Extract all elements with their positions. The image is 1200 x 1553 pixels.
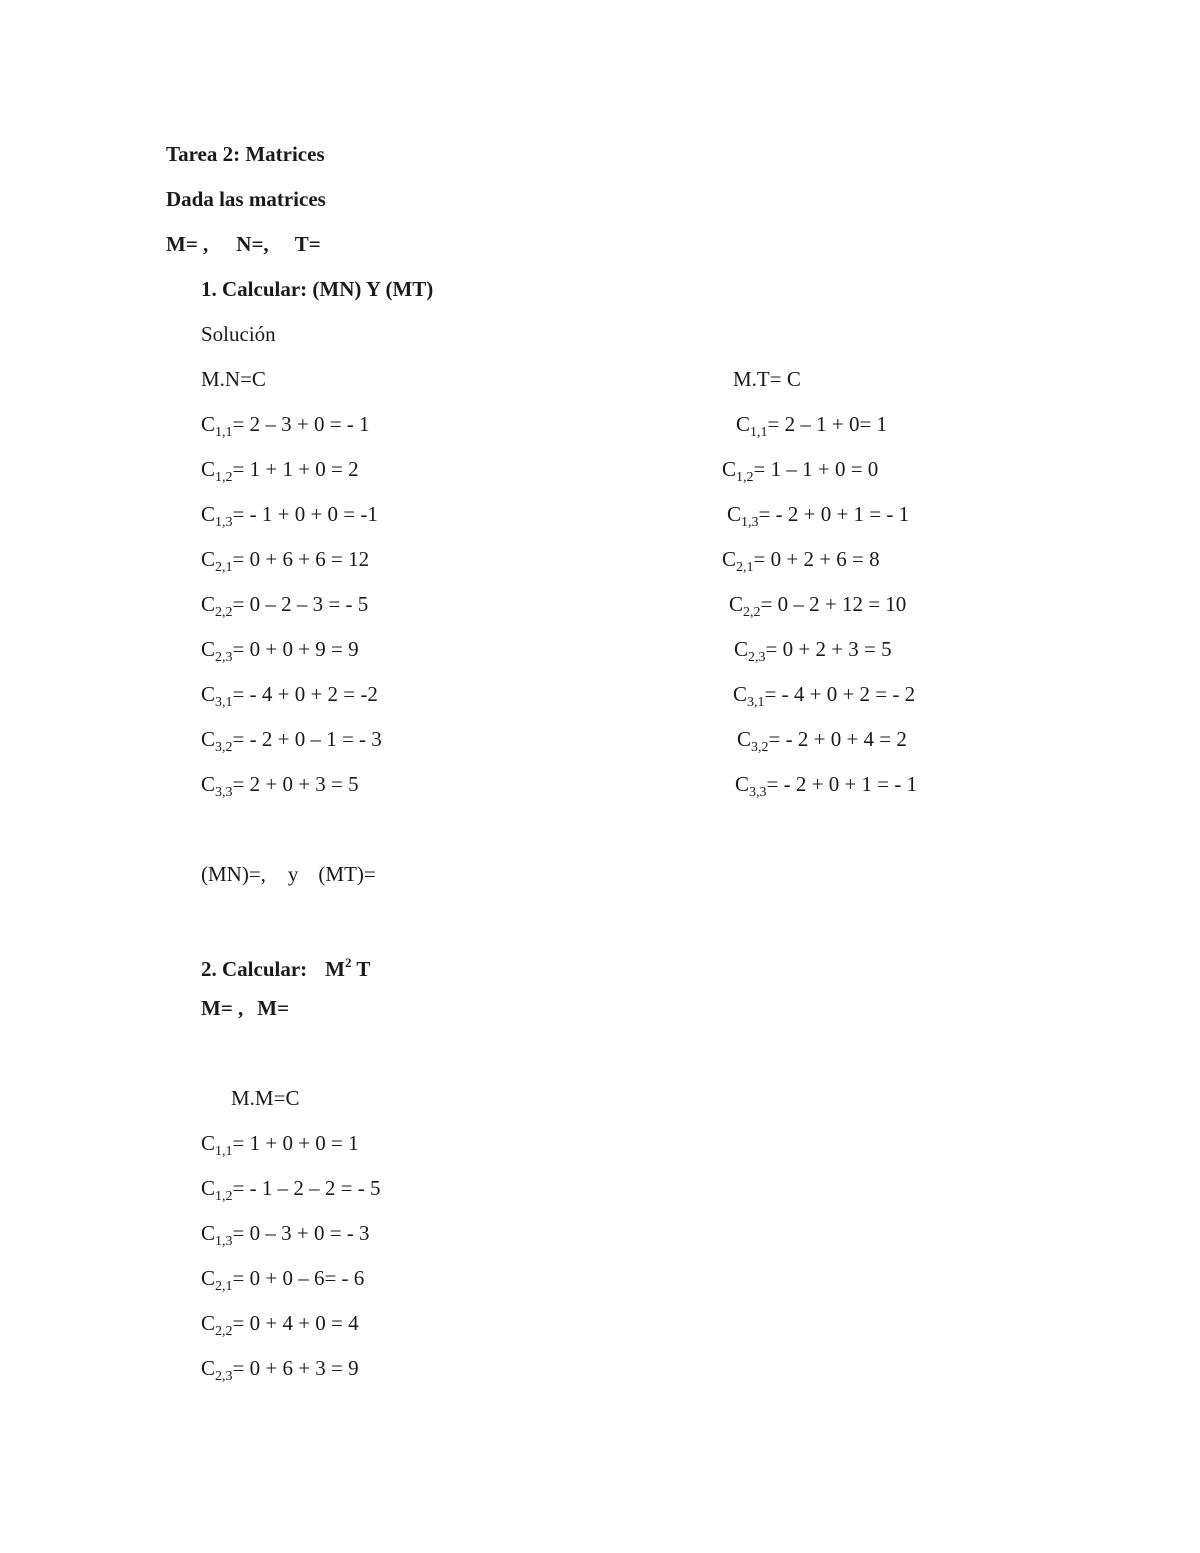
- mt-row: [736, 410, 887, 447]
- mn-cell-index: 3,1: [215, 695, 233, 710]
- mn-header: M.N=C: [201, 367, 266, 391]
- mt-row: [737, 725, 907, 762]
- mt-cell-letter: C: [722, 457, 737, 481]
- mn-cell-letter: C: [201, 682, 216, 706]
- mt-cell-index: 1,2: [736, 470, 754, 485]
- mn-cell-letter: C: [201, 772, 216, 796]
- mn-cell-expression: = - 4 + 0 + 2 = -2: [232, 682, 378, 706]
- mn-row: [201, 410, 370, 447]
- results-line: [201, 860, 376, 888]
- mm-cell-expression: = 0 + 0 – 6= - 6: [232, 1266, 365, 1290]
- mt-cell-letter: C: [737, 727, 752, 751]
- mm-row: [201, 1219, 370, 1256]
- mt-cell-index: 2,2: [743, 605, 761, 620]
- mt-cell-index: 3,2: [751, 740, 769, 755]
- mt-cell-expression: = - 2 + 0 + 4 = 2: [768, 727, 907, 751]
- mt-row: [734, 635, 892, 672]
- section2-heading-exponent: 2: [344, 955, 352, 970]
- mn-row: [201, 545, 369, 582]
- mn-cell-index: 2,1: [215, 560, 233, 575]
- mt-cell-index: 2,3: [748, 650, 766, 665]
- section2-matrix-m1: M= ,: [201, 996, 244, 1020]
- mt-row: [733, 680, 915, 717]
- mn-cell-index: 1,2: [215, 470, 233, 485]
- mt-cell-expression: = 1 – 1 + 0 = 0: [753, 457, 879, 481]
- section2-heading-label: 2. Calcular:: [201, 957, 308, 981]
- mn-cell-expression: = 0 – 2 – 3 = - 5: [232, 592, 369, 616]
- mm-cell-expression: = - 1 – 2 – 2 = - 5: [232, 1176, 381, 1200]
- mm-cell-letter: C: [201, 1356, 216, 1380]
- mm-row: [201, 1264, 364, 1301]
- mn-cell-expression: = - 2 + 0 – 1 = - 3: [232, 727, 382, 751]
- section2-matrix-m2: M=: [257, 996, 290, 1020]
- mt-cell-index: 3,1: [747, 695, 765, 710]
- mn-row: [201, 725, 382, 762]
- mm-cell-expression: = 1 + 0 + 0 = 1: [232, 1131, 359, 1155]
- mm-cell-index: 2,1: [215, 1279, 233, 1294]
- mn-row: [201, 455, 359, 492]
- mn-cell-letter: C: [201, 727, 216, 751]
- matrices-definition-line: [166, 230, 321, 258]
- mt-cell-index: 3,3: [749, 785, 767, 800]
- mn-row: [201, 500, 378, 537]
- mn-cell-letter: C: [201, 547, 216, 571]
- mn-cell-expression: = - 1 + 0 + 0 = -1: [232, 502, 378, 526]
- mn-cell-letter: C: [201, 457, 216, 481]
- page-title: Tarea 2: Matrices: [166, 142, 325, 166]
- mm-cell-index: 1,3: [215, 1234, 233, 1249]
- mm-cell-index: 1,2: [215, 1189, 233, 1204]
- mt-cell-letter: C: [736, 412, 751, 436]
- matrix-t-label: T=: [294, 232, 321, 256]
- mt-cell-letter: C: [734, 637, 749, 661]
- mn-cell-index: 3,3: [215, 785, 233, 800]
- mn-row: [201, 680, 378, 717]
- mt-cell-expression: = 0 + 2 + 3 = 5: [765, 637, 892, 661]
- mm-cell-index: 1,1: [215, 1144, 233, 1159]
- mt-row: [727, 500, 909, 537]
- mn-cell-letter: C: [201, 637, 216, 661]
- mm-row: [201, 1174, 380, 1211]
- mt-cell-letter: C: [733, 682, 748, 706]
- section2-heading-m: M: [325, 957, 345, 981]
- mm-cell-expression: = 0 + 4 + 0 = 4: [232, 1311, 359, 1335]
- mt-cell-index: 2,1: [736, 560, 754, 575]
- mt-cell-letter: C: [729, 592, 744, 616]
- mt-row: [722, 455, 878, 492]
- mn-row: [201, 770, 359, 807]
- mm-cell-index: 2,2: [215, 1324, 233, 1339]
- mn-cell-expression: = 2 – 3 + 0 = - 1: [232, 412, 370, 436]
- result-mt: (MT)=: [318, 862, 376, 886]
- mt-header: M.T= C: [733, 367, 801, 391]
- mn-cell-index: 1,3: [215, 515, 233, 530]
- mt-cell-index: 1,3: [741, 515, 759, 530]
- mm-cell-letter: C: [201, 1176, 216, 1200]
- solution-label: Solución: [201, 322, 276, 346]
- mm-row: [201, 1129, 359, 1166]
- section1-heading: 1. Calcular: (MN) Y (MT): [201, 277, 434, 301]
- section2-matrices-line: [201, 994, 289, 1022]
- mm-cell-letter: C: [201, 1221, 216, 1245]
- mn-cell-letter: C: [201, 592, 216, 616]
- mm-row: [201, 1309, 359, 1346]
- mn-cell-expression: = 2 + 0 + 3 = 5: [232, 772, 359, 796]
- result-mn: (MN)=,: [201, 862, 266, 886]
- mn-cell-expression: = 0 + 6 + 6 = 12: [232, 547, 370, 571]
- mm-cell-letter: C: [201, 1311, 216, 1335]
- page-subtitle: Dada las matrices: [166, 187, 326, 211]
- mm-cell-expression: = 0 – 3 + 0 = - 3: [232, 1221, 370, 1245]
- mt-cell-expression: = 0 – 2 + 12 = 10: [760, 592, 907, 616]
- mt-cell-letter: C: [727, 502, 742, 526]
- section2-heading-t: T: [351, 957, 371, 981]
- mt-row: [735, 770, 917, 807]
- mt-row: [729, 590, 906, 627]
- mt-cell-letter: C: [722, 547, 737, 571]
- result-y: y: [287, 862, 299, 886]
- mn-row: [201, 635, 359, 672]
- mn-cell-index: 1,1: [215, 425, 233, 440]
- matrix-n-label: N=,: [236, 232, 269, 256]
- mn-cell-letter: C: [201, 502, 216, 526]
- mn-cell-index: 2,2: [215, 605, 233, 620]
- mt-cell-index: 1,1: [750, 425, 768, 440]
- mt-cell-expression: = 2 – 1 + 0= 1: [767, 412, 888, 436]
- mm-header: M.M=C: [231, 1086, 300, 1110]
- mn-cell-expression: = 0 + 0 + 9 = 9: [232, 637, 359, 661]
- mn-cell-index: 2,3: [215, 650, 233, 665]
- mt-row: [722, 545, 880, 582]
- mm-cell-letter: C: [201, 1266, 216, 1290]
- mt-cell-expression: = - 2 + 0 + 1 = - 1: [758, 502, 910, 526]
- mn-cell-expression: = 1 + 1 + 0 = 2: [232, 457, 359, 481]
- mm-cell-letter: C: [201, 1131, 216, 1155]
- mt-cell-letter: C: [735, 772, 750, 796]
- matrix-m-label: M= ,: [166, 232, 209, 256]
- mt-cell-expression: = - 4 + 0 + 2 = - 2: [764, 682, 916, 706]
- section2-heading: [201, 949, 370, 983]
- mm-cell-expression: = 0 + 6 + 3 = 9: [232, 1356, 359, 1380]
- mm-cell-index: 2,3: [215, 1369, 233, 1384]
- mm-row: [201, 1354, 359, 1391]
- mt-cell-expression: = 0 + 2 + 6 = 8: [753, 547, 880, 571]
- mn-row: [201, 590, 368, 627]
- mt-cell-expression: = - 2 + 0 + 1 = - 1: [766, 772, 918, 796]
- mn-cell-index: 3,2: [215, 740, 233, 755]
- mn-cell-letter: C: [201, 412, 216, 436]
